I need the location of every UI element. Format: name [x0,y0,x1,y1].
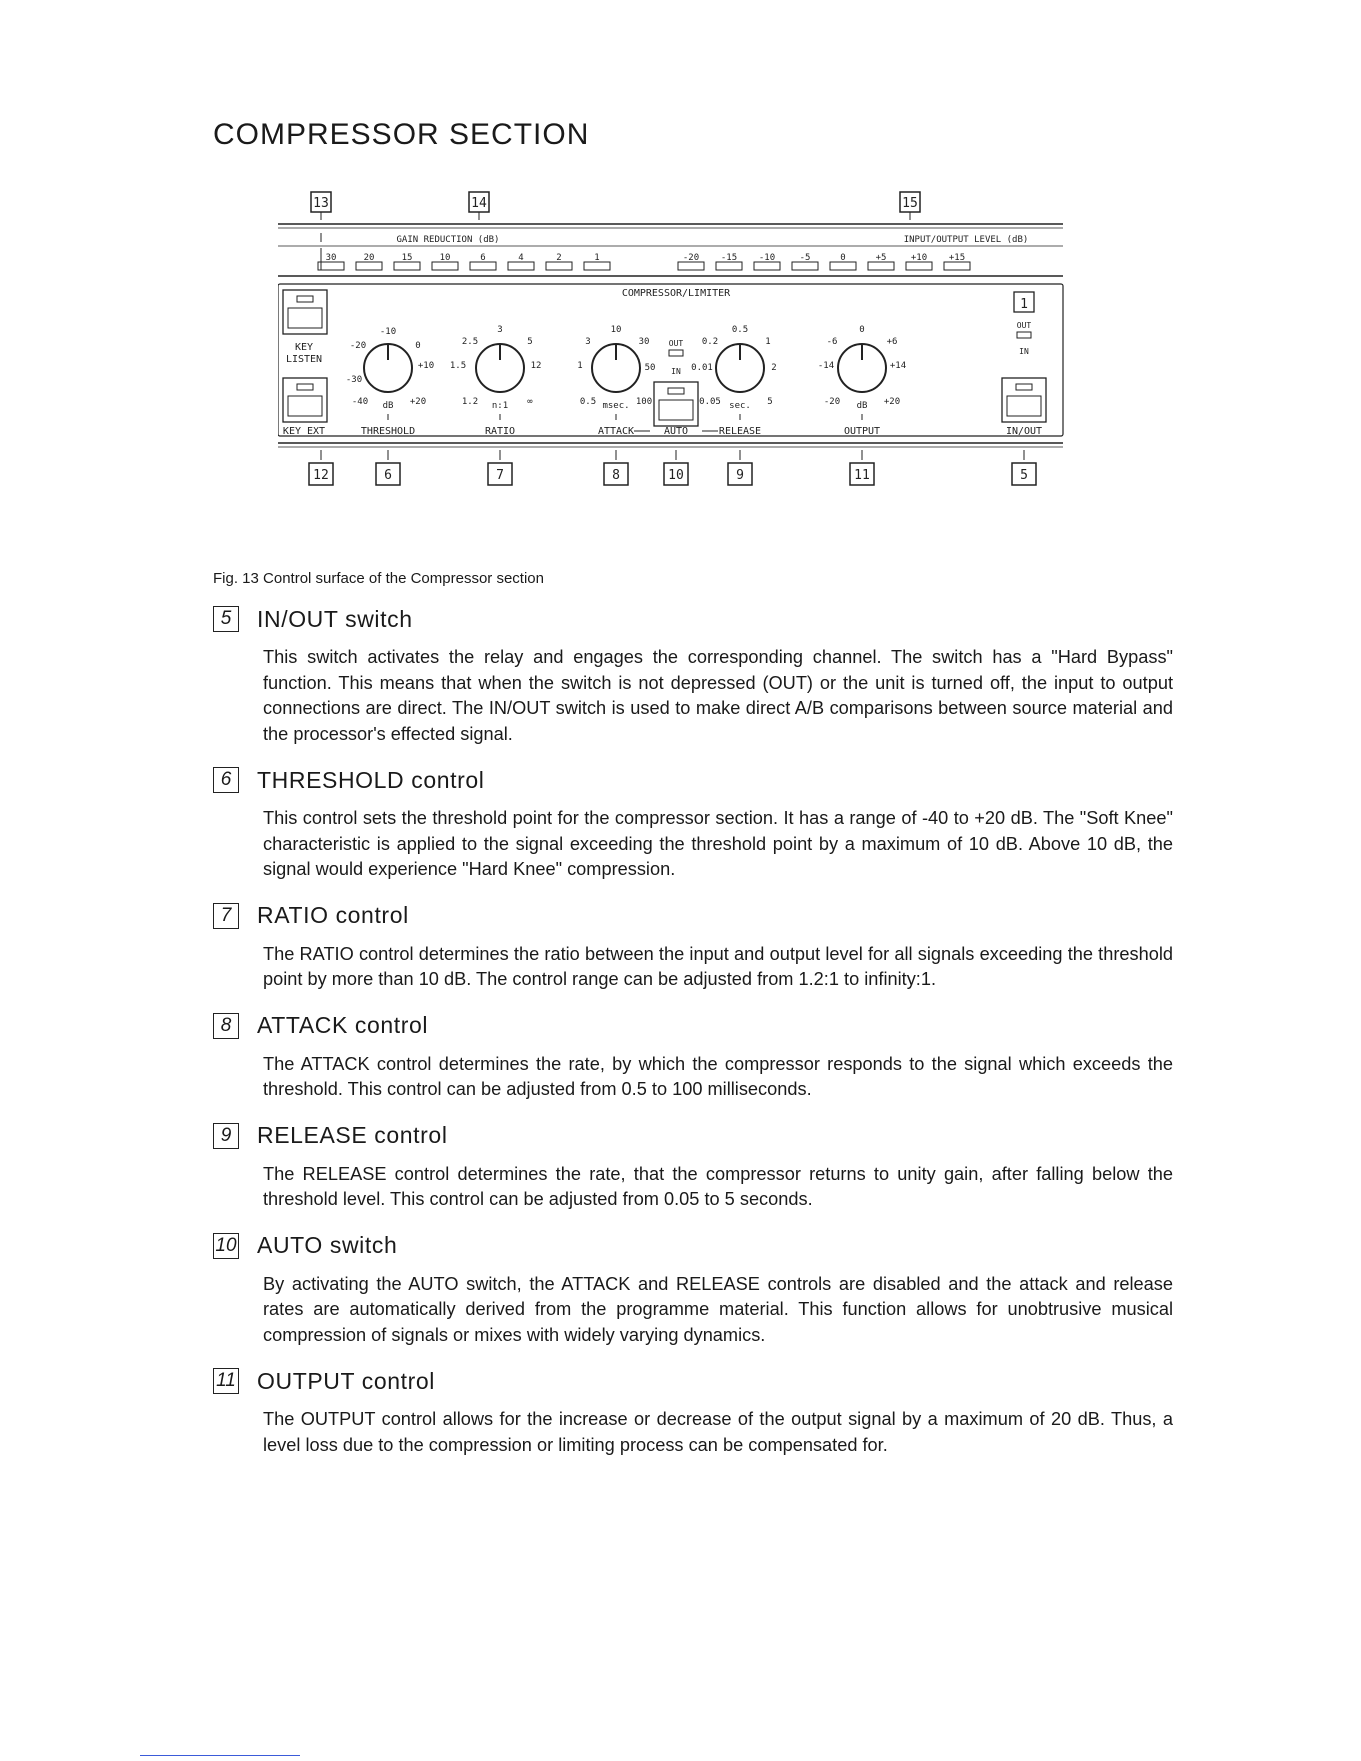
auto-in-label: IN [671,367,681,376]
key-listen-label-2: LISTEN [285,354,323,365]
auto-label: AUTO [663,426,689,437]
output-mark: 0 [859,325,865,335]
section-title: THRESHOLD control [257,766,485,793]
io-scale--5: -5 [799,253,811,263]
callout-bottom-6: 6 [384,468,392,483]
section-title: IN/OUT switch [257,605,413,632]
section-title: RATIO control [257,902,409,928]
section-title: RELEASE control [257,1122,448,1148]
output-mark: -20 [823,397,841,407]
section-body: This control sets the threshold point for the compressor section. It has a range of -40 to +20 dB. The "Soft Knee" characteristic is applied to the signal exceeding the threshold point by a maximum of 10 dB. Above 10 dB, the signal would experience "Hard Knee" compression. [263,808,1173,879]
callout-bottom-11: 11 [854,468,870,483]
io-led [678,262,704,270]
section-number-box: 11 [213,1368,239,1394]
gr-led [318,262,344,270]
release-mark: 5 [767,397,773,407]
ratio-mark: 3 [497,325,503,335]
inout-switch-symbol [1017,332,1031,338]
attack-mark: 3 [585,337,591,347]
callout-bottom-10: 10 [668,468,684,483]
io-led [716,262,742,270]
io-led [868,262,894,270]
ratio-mark: 5 [527,337,533,347]
section-body: The ATTACK control determines the rate, by which the compressor responds to the signal which exceeds the threshold. This control can be adjusted from 0.5 to 100 milliseconds. [263,1053,1173,1099]
auto-button [654,382,698,426]
callout-bottom-12: 12 [313,468,329,483]
io-scale-+10: +10 [910,253,928,263]
section-title: OUTPUT control [257,1367,435,1394]
section-heading [213,1010,1173,1042]
section-list [213,603,1173,1475]
inout-label: IN/OUT [1005,426,1043,437]
output-mark: -6 [826,337,838,347]
section-heading [213,1230,1173,1262]
release-label: RELEASE [718,426,762,437]
inout-button-cap [1007,396,1041,416]
threshold-mark: +20 [409,397,427,407]
io-led [754,262,780,270]
callout-top-13: 13 [313,196,329,211]
section-body: The OUTPUT control allows for the increase or decrease of the output signal by a maximum of 20 dB. Thus, a level loss due to the compression or limiting process can be compensated for. [263,1409,1173,1455]
io-scale-+5: +5 [875,253,887,263]
section-number-box: 5 [213,606,239,632]
ratio-mark: 12 [530,361,542,371]
section-body: This switch activates the relay and engages the corresponding channel. The switch has a "Hard Bypass" function. This means that when the switch is not depressed (OUT) or the unit is turned off, the input to output connections are direct. The IN/OUT switch is used to make direct A/B comparisons between source material and the processor's effected signal. [263,647,1173,744]
section-title: AUTO switch [257,1232,398,1258]
gr-scale-15: 15 [401,253,413,263]
threshold-mark: +10 [417,361,435,371]
release-mark: 2 [771,363,777,373]
io-scale-0: 0 [840,253,846,263]
threshold-label: THRESHOLD [360,426,416,437]
inout-in-label: IN [1019,347,1029,356]
attack-unit: msec. [602,401,630,411]
release-mark: 0.01 [691,363,713,373]
gr-scale-10: 10 [439,253,451,263]
gr-led [546,262,572,270]
key-listen-button [283,290,327,334]
section-5 [213,603,1173,747]
section-heading [213,900,1173,932]
ratio-label: RATIO [484,426,516,437]
callout-bottom-5: 5 [1020,468,1028,483]
threshold-mark: -20 [349,341,367,351]
release-mark: 1 [765,337,771,347]
compressor-panel-figure [278,188,1068,548]
key-listen-button-cap [288,308,322,328]
section-6 [213,764,1173,883]
panel-drawing [278,188,1068,548]
gr-scale-20: 20 [363,253,375,263]
output-mark: +6 [886,337,898,347]
section-8 [213,1010,1173,1103]
section-heading [213,1120,1173,1152]
io-scale--10: -10 [758,253,776,263]
inout-button [1002,378,1046,422]
io-led [792,262,818,270]
auto-out-label: OUT [668,339,684,348]
inout-button-led [1016,384,1032,390]
attack-mark: 50 [644,363,656,373]
key-ext-button-led [297,384,313,390]
threshold-mark: 0 [415,341,421,351]
section-number-box: 7 [213,903,239,929]
attack-mark: 30 [638,337,650,347]
callout-top-14: 14 [471,196,487,211]
section-number-box: 6 [213,767,239,793]
io-scale--20: -20 [682,253,700,263]
section-10 [213,1230,1173,1349]
threshold-mark: -30 [345,375,363,385]
attack-mark: 10 [610,325,622,335]
io-scale--15: -15 [720,253,738,263]
key-ext-label: KEY EXT [282,426,326,437]
gr-led [470,262,496,270]
io-led [906,262,932,270]
gr-scale-4: 4 [518,253,524,263]
section-title: ATTACK control [257,1012,429,1038]
gr-scale-30: 30 [325,253,337,263]
output-mark: -14 [817,361,835,371]
output-mark: +14 [889,361,907,371]
figure-caption: Fig. 13 Control surface of the Compressor section [213,570,544,587]
io-led [944,262,970,270]
threshold-unit: dB [382,401,394,411]
ratio-unit: n:1 [491,401,509,411]
attack-mark: 1 [577,361,583,371]
auto-button-led [668,388,684,394]
section-number-box: 10 [213,1233,239,1259]
section-number-box: 8 [213,1013,239,1039]
attack-mark: 0.5 [579,397,597,407]
panel-frame [278,284,1063,436]
io-level-label: INPUT/OUTPUT LEVEL (dB) [903,235,1029,245]
callout-bottom-8: 8 [612,468,620,483]
auto-switch-symbol [669,350,683,356]
threshold-mark: -40 [351,397,369,407]
gr-led [356,262,382,270]
release-mark: 0.5 [731,325,749,335]
output-label: OUTPUT [843,426,881,437]
gr-led [432,262,458,270]
section-heading [213,1365,1173,1397]
ratio-mark: ∞ [527,397,533,407]
callout-bottom-9: 9 [736,468,744,483]
io-scale-+15: +15 [948,253,966,263]
section-heading [213,603,1173,635]
io-led [830,262,856,270]
output-unit: dB [856,401,868,411]
attack-label: ATTACK [597,426,635,437]
ratio-mark: 1.2 [461,397,479,407]
callout-top-15: 15 [902,196,918,211]
gr-led [508,262,534,270]
ratio-mark: 2.5 [461,337,479,347]
gain-reduction-label: GAIN REDUCTION (dB) [396,235,500,245]
key-listen-button-led [297,296,313,302]
section-body: By activating the AUTO switch, the ATTACK and RELEASE controls are disabled and the attack and release rates are automatically derived from the programme material. This function allows for unobtrusive musical compression of signals or mixes with widely varying dynamics. [263,1273,1173,1345]
gr-scale-2: 2 [556,253,562,263]
release-mark: 0.05 [699,397,721,407]
output-mark: +20 [883,397,901,407]
gr-scale-1: 1 [594,253,600,263]
gr-led [584,262,610,270]
section-7 [213,900,1173,993]
gr-scale-6: 6 [480,253,486,263]
callout-bottom-7: 7 [496,468,504,483]
section-body: The RATIO control determines the ratio between the input and output level for all signals exceeding the threshold point by more than 10 dB. The control range can be adjusted from 1.2:1 to infinity:1. [263,943,1173,989]
gr-led [394,262,420,270]
page-title: COMPRESSOR SECTION [213,118,590,151]
auto-button-cap [659,400,693,420]
section-11 [213,1365,1173,1458]
ratio-mark: 1.5 [449,361,467,371]
section-9 [213,1120,1173,1213]
threshold-mark: -10 [379,327,397,337]
key-listen-label: KEY [294,342,314,353]
release-mark: 0.2 [701,337,719,347]
section-heading [213,764,1173,796]
footer-rule [140,1755,300,1756]
attack-mark: 100 [635,397,653,407]
inout-out-label: OUT [1016,321,1032,330]
compressor-limiter-label: COMPRESSOR/LIMITER [621,288,731,299]
section-number-box: 9 [213,1123,239,1149]
key-ext-button [283,378,327,422]
release-unit: sec. [729,401,751,411]
section-body: The RELEASE control determines the rate, that the compressor returns to unity gain, after falling below the threshold level. This control can be adjusted from 0.05 to 5 seconds. [263,1163,1173,1209]
key-ext-button-cap [288,396,322,416]
channel-number: 1 [1020,297,1028,312]
